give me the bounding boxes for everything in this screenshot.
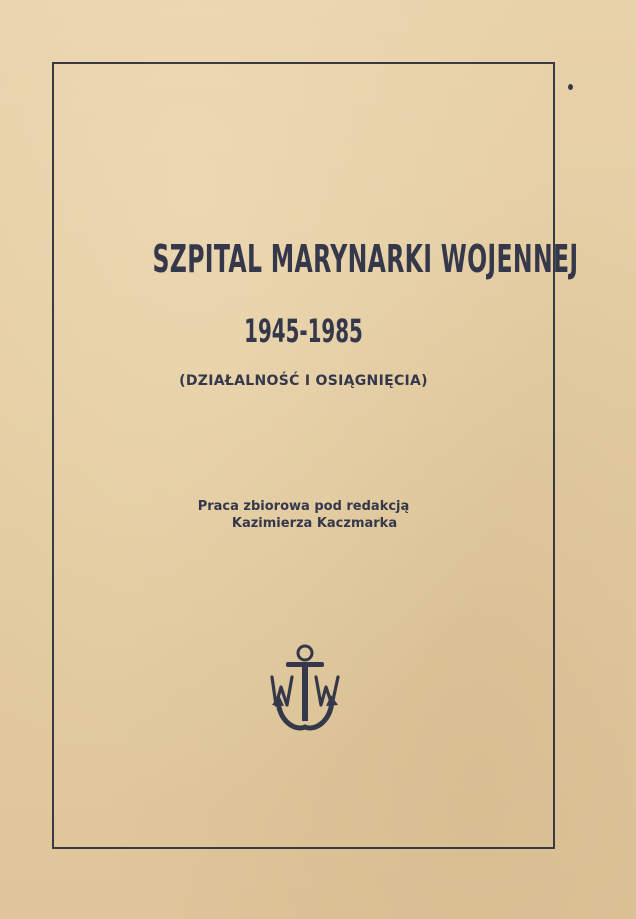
book-years: 1945-1985 <box>244 312 363 350</box>
paper-speck <box>568 84 573 90</box>
editor-line-2: Kazimierza Kaczmarka <box>231 516 398 531</box>
book-subtitle: (DZIAŁALNOŚĆ I OSIĄGNIĘCIA) <box>179 373 428 389</box>
editor-credit <box>60 498 547 532</box>
book-title: SZPITAL MARYNARKI WOJENNEJ <box>152 237 579 281</box>
editor-line-1: Praca zbiorowa pod redakcją <box>197 499 410 514</box>
anchor-mw-emblem-icon <box>266 643 344 735</box>
